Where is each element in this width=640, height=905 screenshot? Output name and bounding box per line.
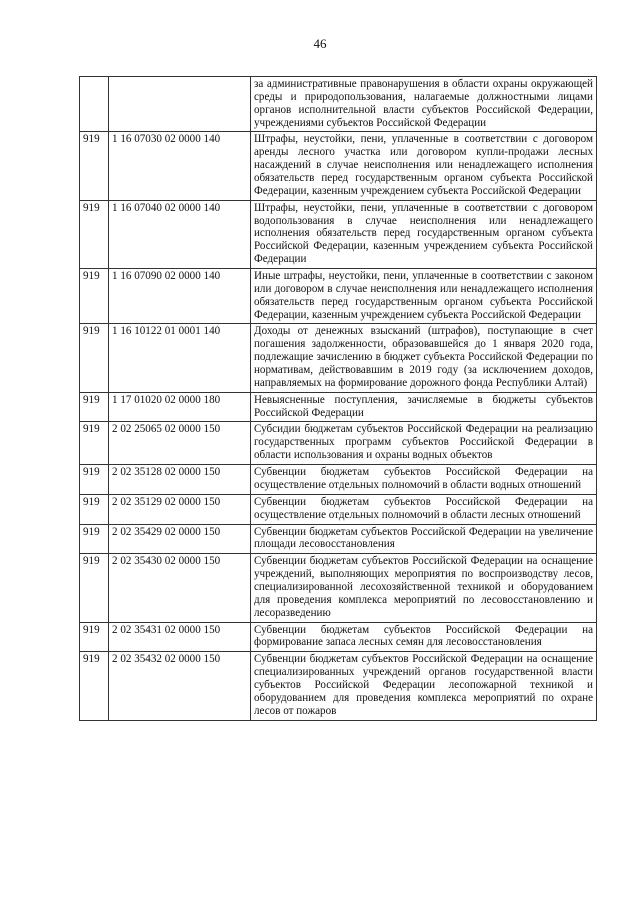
budget-code-cell: 1 16 10122 01 0001 140 [109, 324, 251, 392]
revenue-name-cell: Штрафы, неустойки, пени, уплаченные в соответствии с договором водопользования в случае неисполнения или ненадлежащего исполнения обязательств перед государственным органом субъекта Российской Федерации, казенным учреждением субъекта Российской Федерации [251, 200, 597, 268]
revenue-name-cell: Доходы от денежных взысканий (штрафов), поступающие в счет погашения задолженности, образовавшейся до 1 января 2020 года, подлежащие зачислению в бюджет субъекта Российской Федерации по нормативам, действовавшим в 2019 году (за исключением доходов, направляемых на формирование дорожного фонда Республики Алтай) [251, 324, 597, 392]
revenue-name-cell: Субвенции бюджетам субъектов Российской Федерации на увеличение площади лесовосстановления [251, 524, 597, 554]
admin-code-cell: 919 [80, 652, 109, 720]
admin-code-cell: 919 [80, 465, 109, 495]
page-number: 46 [313, 36, 327, 51]
revenue-name-cell: Субвенции бюджетам субъектов Российской Федерации на оснащение учреждений, выполняющих мероприятия по воспроизводству лесов, специализированной лесохозяйственной техникой и оборудованием для проведения комплекса мероприятий по лесовосстановлению и лесоразведению [251, 554, 597, 622]
budget-code-cell: 2 02 35431 02 0000 150 [109, 622, 251, 652]
table-row [80, 652, 597, 720]
budget-code-cell: 2 02 35429 02 0000 150 [109, 524, 251, 554]
table-row [80, 132, 597, 200]
revenue-name-cell: Субвенции бюджетам субъектов Российской Федерации на оснащение специализированных учреждений органов государственной власти субъектов Российской Федерации лесопожарной техникой и оборудованием для проведения комплекса мероприятий по охране лесов от пожаров [251, 652, 597, 720]
table-row [80, 269, 597, 324]
revenue-name-cell: Иные штрафы, неустойки, пени, уплаченные в соответствии с законом или договором в случае неисполнения или ненадлежащего исполнения обязательств перед государственным органом субъекта Российской Федерации, казенным учреждением субъекта Российской Федерации [251, 269, 597, 324]
admin-code-cell: 919 [80, 622, 109, 652]
budget-code-cell: 2 02 35432 02 0000 150 [109, 652, 251, 720]
revenue-name-cell: Субсидии бюджетам субъектов Российской Федерации на реализацию государственных программ субъектов Российской Федерации в области использования и охраны водных объектов [251, 422, 597, 465]
budget-code-cell: 1 16 07040 02 0000 140 [109, 200, 251, 268]
revenue-name-cell: Субвенции бюджетам субъектов Российской Федерации на осуществление отдельных полномочий в области лесных отношений [251, 494, 597, 524]
revenue-name-cell: Субвенции бюджетам субъектов Российской Федерации на осуществление отдельных полномочий в области водных отношений [251, 465, 597, 495]
budget-code-cell: 1 17 01020 02 0000 180 [109, 392, 251, 422]
budget-code-cell: 2 02 35430 02 0000 150 [109, 554, 251, 622]
admin-code-cell: 919 [80, 392, 109, 422]
revenue-name-cell: Субвенции бюджетам субъектов Российской Федерации на формирование запаса лесных семян для лесовосстановления [251, 622, 597, 652]
admin-code-cell: 919 [80, 324, 109, 392]
admin-code-cell: 919 [80, 132, 109, 200]
budget-code-cell [109, 77, 251, 132]
admin-code-cell: 919 [80, 269, 109, 324]
table-row [80, 554, 597, 622]
admin-code-cell: 919 [80, 422, 109, 465]
table-row [80, 77, 597, 132]
table-row [80, 465, 597, 495]
admin-code-cell: 919 [80, 524, 109, 554]
revenue-name-cell: Штрафы, неустойки, пени, уплаченные в соответствии с договором аренды лесного участка или договором купли-продажи лесных насаждений в случае неисполнения или ненадлежащего исполнения обязательств перед государственным органом субъекта Российской Федерации, казенным учреждением субъекта Российской Федерации [251, 132, 597, 200]
table-body [80, 77, 597, 721]
table-row [80, 524, 597, 554]
admin-code-cell [80, 77, 109, 132]
revenue-name-cell: Невыясненные поступления, зачисляемые в бюджеты субъектов Российской Федерации [251, 392, 597, 422]
budget-code-cell: 2 02 35128 02 0000 150 [109, 465, 251, 495]
budget-code-cell: 1 16 07090 02 0000 140 [109, 269, 251, 324]
table-row [80, 422, 597, 465]
admin-code-cell: 919 [80, 494, 109, 524]
budget-code-cell: 2 02 35129 02 0000 150 [109, 494, 251, 524]
table-row [80, 622, 597, 652]
admin-code-cell: 919 [80, 554, 109, 622]
revenue-classification-table [79, 76, 597, 721]
table-row [80, 494, 597, 524]
admin-code-cell: 919 [80, 200, 109, 268]
revenue-name-cell: за административные правонарушения в области охраны окружающей среды и природопользования, налагаемые должностными лицами органов исполнительной власти субъектов Российской Федерации, учреждениями субъектов Российской Федерации [251, 77, 597, 132]
table-row [80, 324, 597, 392]
budget-code-cell: 2 02 25065 02 0000 150 [109, 422, 251, 465]
budget-code-cell: 1 16 07030 02 0000 140 [109, 132, 251, 200]
table-row [80, 200, 597, 268]
table-row [80, 392, 597, 422]
